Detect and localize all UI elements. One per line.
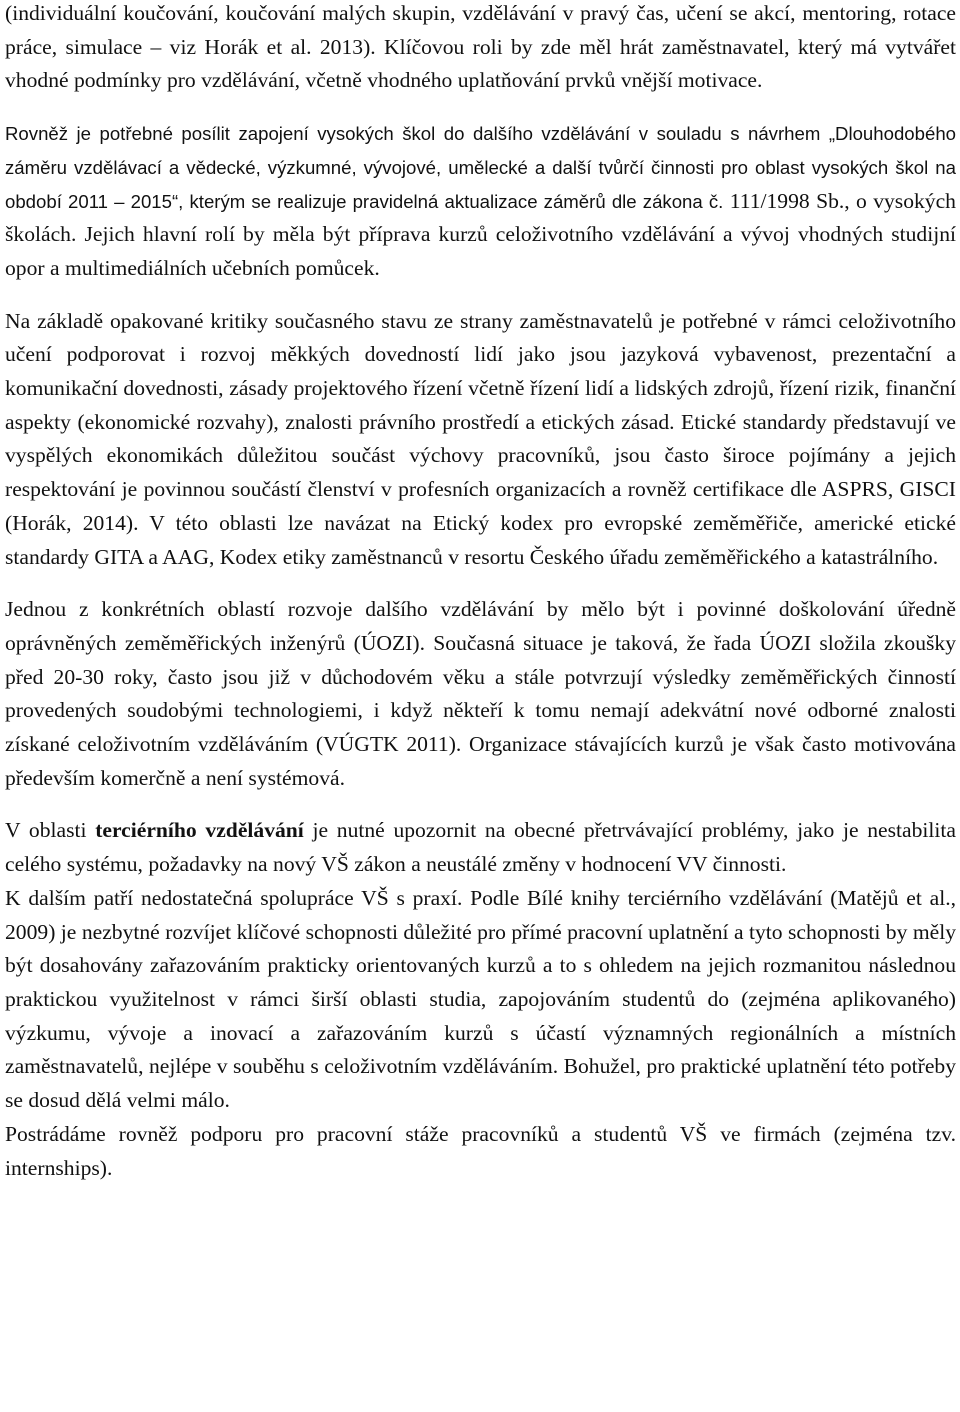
paragraph-cooperation: K dalším patří nedostatečná spolupráce VŠ s praxí. Podle Bílé knihy terciérního vzdělávání (Matějů et al., 2009) je nezbytné rozvíjet klíčové schopnosti důležité pro přímé pracovní uplatnění a tyto schopnosti by měly být dosahovány zařazováním prakticky orientovaných kurzů a to s ohledem na jejich rozmanitou následnou praktickou využitelnost v rámci širší oblasti studia, zapojováním studentů do (zejména aplikovaného) výzkumu, vývoje a inovací a zařazováním kurzů s účastí významných regionálních a místních zaměstnavatelů, nejlépe v souběhu s celoživotním vzděláváním. Bohužel, pro praktické uplatnění této potřeby se dosud dělá velmi málo. <box>5 885 956 1113</box>
paragraph-motivation: (individuální koučování, koučování malých skupin, vzdělávání v pravý čas, učení se akcí, mentoring, rotace práce, simulace – viz Horák et al. 2013). Klíčovou roli by zde měl hrát zaměstnavatel, který má vytvářet vhodné podmínky pro vzdělávání, včetně vhodného uplatňování prvků vnější motivace. <box>5 1 956 93</box>
paragraph-universities-part-b: 111/1998 Sb., o vysokých školách. Jejich hlavní rolí by měla být příprava kurzů celoživotního vzdělávání a vývoj vhodných studijní opor a multimediálních učebních pomůcek. <box>5 188 956 280</box>
paragraph-tertiary <box>5 814 956 881</box>
paragraph-uozi: Jednou z konkrétních oblastí rozvoje dalšího vzdělávání by mělo být i povinné doškolování úředně oprávněných zeměměřických inženýrů (ÚOZI). Současná situace je taková, že řada ÚOZI složila zkoušky před 20-30 roky, často jsou již v důchodovém věku a stále potvrzují výsledky zeměměřických činností provedených soudobými technologiemi, i když někteří k tomu nemají adekvátní nové odborné znalosti získané celoživotním vzděláváním (VÚGTK 2011). Organizace stávajících kurzů je však často motivována především komerčně a není systémová. <box>5 597 956 790</box>
paragraph-universities <box>5 117 956 286</box>
paragraph-tertiary-pre: V oblasti <box>5 818 96 843</box>
paragraph-universities-part-a: Rovněž je potřebné posílit zapojení vysokých škol do dalšího vzdělávání v souladu s návrhem „Dlouhodobého záměru vzdělávací a vědecké, výzkumné, vývojové, umělecké a další tvůrčí činnosti pro oblast vysokých škol na období 2011 – 2015“, kterým se realizuje pravidelná aktualizace záměrů dle zákona č. <box>5 123 956 212</box>
paragraph-tertiary-bold: terciérního vzdělávání <box>95 818 304 843</box>
paragraph-tertiary-post: je nutné upozornit na obecné přetrvávající problémy, jako je nestabilita celého systému, požadavky na nový VŠ zákon a neustálé změny v hodnocení VV činnosti. <box>5 818 956 877</box>
paragraph-soft-skills: Na základě opakované kritiky současného stavu ze strany zaměstnavatelů je potřebné v rámci celoživotního učení podporovat i rozvoj měkkých dovedností lidí jako jsou jazyková vybavenost, prezentační a komunikační dovednosti, zásady projektového řízení včetně řízení lidí a lidských zdrojů, řízení rizik, finanční aspekty (ekonomické rozvahy), znalosti právního prostředí a etických zásad. Etické standardy představují ve vyspělých ekonomikách důležitou součást výchovy pracovníků, jsou často široce pojímány a jejich respektování je povinnou součástí členství v profesních organizacích a rovněž certifikace dle ASPRS, GISCI (Horák, 2014). V této oblasti lze navázat na Etický kodex pro evropské zeměměřiče, americké etické standardy GITA a AAG, Kodex etiky zaměstnanců v resortu Českého úřadu zeměměřického a katastrálního. <box>5 308 956 569</box>
paragraph-internships: Postrádáme rovněž podporu pro pracovní stáže pracovníků a studentů VŠ ve firmách (zejména tzv. internships). <box>5 1121 956 1180</box>
